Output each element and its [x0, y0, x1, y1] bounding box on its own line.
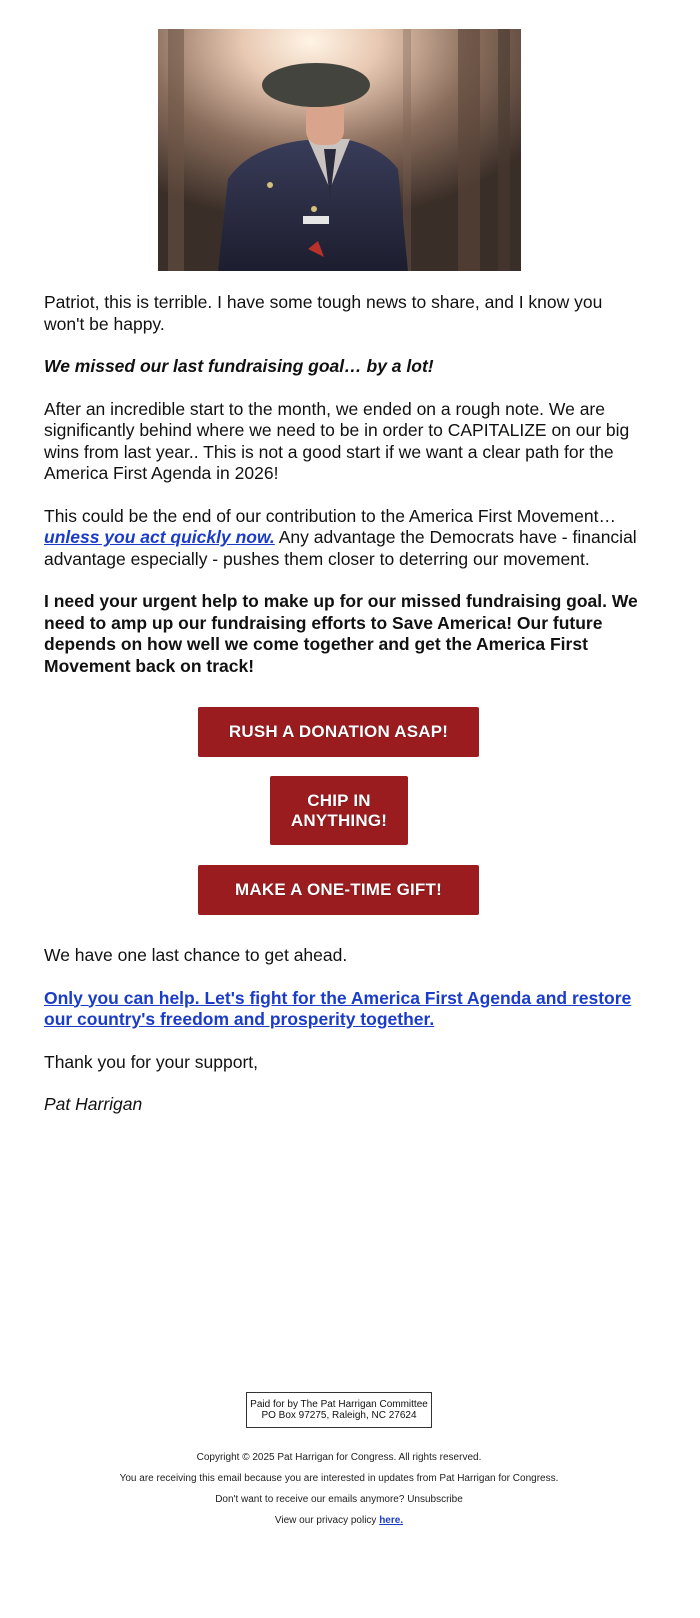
privacy-line [0, 1515, 678, 1526]
urgent-help-paragraph: I need your urgent help to make up for our missed fundraising goal. We need to amp up our fundraising efforts to Save America! Our future depends on how well we come together and get the America First Movement back on track! [44, 591, 638, 676]
end-of-contribution-paragraph [44, 506, 644, 571]
one-time-gift-button[interactable]: MAKE A ONE-TIME GIFT! [198, 865, 479, 915]
intro-paragraph: Patriot, this is terrible. I have some tough news to share, and I know you won't be happy. [44, 292, 603, 334]
paid-by-text: Paid for by The Pat Harrigan Committee [250, 1399, 428, 1410]
address-text: PO Box 97275, Raleigh, NC 27624 [261, 1410, 417, 1421]
copyright-text: Copyright © 2025 Pat Harrigan for Congress. All rights reserved. [196, 1452, 482, 1463]
email-body [44, 292, 644, 698]
signature: Pat Harrigan [44, 1094, 143, 1114]
paid-for-disclaimer [246, 1392, 432, 1428]
unsubscribe-text[interactable]: Don't want to receive our emails anymore? Unsubscribe [215, 1494, 463, 1505]
movement-text: This could be the end of our contribution to the America First Movement… [44, 505, 616, 526]
rush-donation-button[interactable]: RUSH A DONATION ASAP! [198, 707, 479, 757]
hero-photo [158, 29, 521, 271]
democrats-text: Any advantage the Democrats have - financial advantage especially - pushes them closer to deterring our movement. [44, 527, 637, 569]
only-you-can-help-link[interactable]: Only you can help. Let's fight for the America First Agenda and restore our country's freedom and prosperity together. [44, 987, 632, 1029]
missed-goal-heading: We missed our last fundraising goal… by a lot! [44, 356, 434, 376]
thanks-text: Thank you for your support, [44, 1051, 258, 1072]
chip-in-button[interactable]: CHIP IN ANYTHING! [270, 776, 408, 845]
last-chance-text: We have one last chance to get ahead. [44, 945, 348, 965]
act-quickly-link[interactable]: unless you act quickly now. [44, 527, 275, 547]
behind-paragraph: After an incredible start to the month, we ended on a rough note. We are significantly behind where we need to be in order to CAPITALIZE on our big wins from last year.. This is not a good start if we want a clear path for the America First Agenda in 2026! [44, 398, 630, 483]
privacy-policy-link[interactable]: here. [379, 1515, 404, 1526]
soldier-portrait-image [158, 29, 521, 271]
receiving-reason-text: You are receiving this email because you are interested in updates from Pat Harrigan for Congress. [119, 1473, 559, 1484]
privacy-text: View our privacy policy [274, 1515, 380, 1526]
email-closing [44, 945, 644, 1137]
